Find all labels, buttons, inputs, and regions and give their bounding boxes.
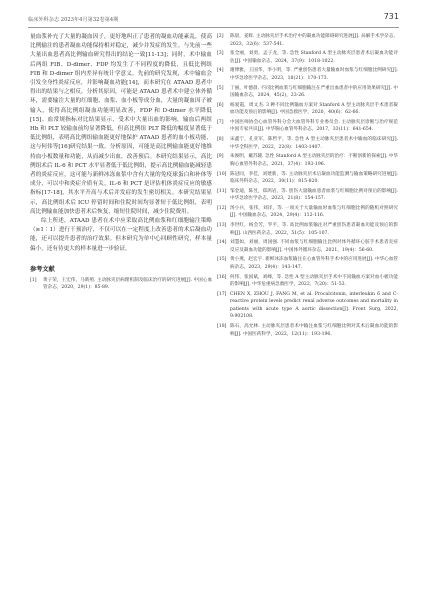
reference-item: [217, 85, 398, 100]
reference-text: 谢博雅，王国华，李小明，等. 严重创伤患者大量输血时血浆与红细胞比例研究[J]. 中华急诊医学杂志，2023，18(21)：170-173.: [230, 68, 398, 81]
reference-item: [217, 50, 398, 65]
reference-number: [17]: [217, 291, 227, 297]
reference-item: [217, 239, 398, 254]
reference-text: 杨爱霞，周文杰. 3 种不同比例输血方案对 Stanford A 型主动脉夹层手术患者凝血功能及预后的影响[J]. 中国急救医学，2020，40(6)：62-66.: [230, 102, 398, 116]
reference-number: [16]: [217, 274, 227, 280]
reference-item: [217, 67, 398, 82]
reference-text: 刘慧如，刘丽，周国强. 不同血浆与红细胞输注比例对体外循环心脏手术患者炎症反应及凝血功能的影响[J]. 中国体外循环杂志，2021，19(4)：56-60.: [230, 240, 398, 253]
reference-text: 黄小燕，赵宏宇. 新鲜冰冻血浆输注在心血管外科手术中的应用进展[J]. 中华心血管病杂志，2023，29(4)：143-147.: [230, 257, 398, 270]
reference-item: [30, 277, 212, 292]
reference-text: 李世红，杨会芳，罗平，等. 高比例血浆输注对严重创伤患者凝血功能及预后的影响[J]. 山西医药杂志，2022，51(5)：105-107.: [230, 223, 398, 236]
reference-text: CHEN X, ZHOU J, FANG M, et al. Procalcitonin, interleukin 6 and C-reactive protein levels predict renal adverse outcomes and mortality in patients with acute type A aortic dissection[J]. Front Surg, 2022, 9:902108.: [230, 291, 398, 320]
reference-text: 丁丽，叶德晨. 不同比例血浆与红细胞输注在严重出血患者中的应用效果研究[J]. 中国输血杂志，2024，45(2)，23-26.: [230, 85, 398, 99]
reference-item: [217, 119, 398, 134]
reference-number: [5]: [217, 85, 224, 91]
reference-list-left: [30, 277, 212, 292]
reference-item: [217, 291, 398, 321]
header-rule: [28, 27, 399, 28]
reference-text: 汤小兵，张伟，刘洋，等. 一项关于大量输血时血浆与红细胞比例的随机对照研究[J]. 中国输血杂志，2024，29(4)：112-116.: [230, 205, 398, 219]
reference-number: [8]: [217, 137, 224, 143]
reference-text: 陈晨，姜辉. 主动脉夹层手术治疗中的凝血功能障碍研究进展[J]. 局解手术学杂志，2023，32(6)：537-541.: [230, 34, 398, 47]
reference-number: [2]: [217, 34, 224, 39]
reference-number: [11]: [217, 188, 227, 194]
journal-citation: 临床外科杂志 2023年4月第32卷第4期: [28, 17, 119, 23]
reference-text: 邹金迪，陈昱，郑鸿岩，等. 创伤大量输血患者血浆与红细胞比例对预后的影响[J]. 中华急诊医学杂志，2023，21(8)：154-157.: [230, 188, 398, 202]
reference-item: [217, 274, 398, 289]
reference-number: [3]: [217, 51, 224, 57]
reference-number: [6]: [217, 102, 224, 108]
reference-item: [217, 188, 398, 203]
reference-number: [14]: [217, 240, 227, 246]
reference-list-right: [217, 33, 398, 338]
reference-number: [7]: [217, 119, 224, 125]
reference-item: [217, 205, 398, 220]
conclusion-paragraph: 综上所述，ATAAD 患者在术中应采取高比例血浆和红细胞输注策略（≥1∶1）进行干预治疗，不仅可以在一定程度上改善患者的术后凝血功能，还可以提升患者的治疗效果。但本研究为单中心回顾性研究，样本量偏小，还有待更大的样本量进一步验证。: [30, 218, 212, 252]
reference-text: 陈冠同，李佳，刘建新，等. 主动脉夹层术后凝血功能监测与输血策略研究进展[J]. 临床外科杂志，2022，30(11)：815-820.: [230, 171, 398, 184]
reference-number: [9]: [217, 154, 224, 160]
reference-item: [217, 136, 398, 151]
reference-item: [217, 256, 398, 271]
references-heading: 参考文献: [30, 265, 55, 273]
reference-item: [217, 323, 398, 338]
reference-text: 朱俊明，戴苏隆. 急性 Stanford A 型主动脉夹层的治疗：不断创新的探索[J]. 中华胸心血管外科杂志，2021，37(4)：193-196.: [230, 154, 398, 167]
reference-text: 宋鑫宁，孔亚军，陈哲平，等. 急性 A 型主动脉夹层患者术中输血的临床研究[J]. 中华全科医学，2022，22(8)：1403-1407.: [230, 137, 398, 150]
article-body: [30, 33, 212, 254]
reference-text: 中国医师协会心血管外科分会大血管外科专业委员会. 主动脉夹层诊断与治疗规范中国专家共识[J]. 中华胸心血管外科杂志，2017，33(11)：641-654.: [230, 119, 398, 133]
page-number: 731: [383, 12, 399, 21]
reference-item: [217, 102, 398, 117]
reference-item: [217, 33, 398, 48]
reference-text: 张全丽，刘勇，孟子龙，等. 急性 Stanford A 型主动脉夹层患者术后凝血功能评估[J]. 中国输血杂志，2024，37(9)：1018-1022.: [230, 51, 398, 64]
reference-text: 黄子荣，王宏伟，马新照. 主动脉夹层病理机制及临床治疗的研究进展[J]. 中国心血管杂志，2020，29(1)：85-89.: [43, 277, 212, 291]
reference-number: [1]: [30, 277, 37, 283]
reference-number: [10]: [217, 171, 227, 177]
reference-item: [217, 171, 398, 186]
reference-item: [217, 222, 398, 237]
reference-text: 何伟，张国斌，刘峰，等. 急性 A 型主动脉夹层手术中不同输血方案对血小板功能的影响[J]. 中华危重病急救医学，2022，7(20)：51-53.: [230, 274, 398, 288]
reference-number: [15]: [217, 257, 227, 263]
reference-number: [4]: [217, 68, 224, 74]
right-column: [217, 33, 398, 340]
reference-item: [217, 153, 398, 168]
reference-number: [18]: [217, 324, 227, 329]
body-paragraph: 量血浆补充了大量的凝血因子，更好地纠正了患者的凝血功能紊乱，使高比例输注的患者凝血功能保持相对稳定，减少并发症的发生。与先前一些大量出血患者高比例输血研究得出的结论一致[11-13]；同时，术中输血后两组 FIB、D-dimer、FDP 均发生了不同程度的降低，且低比例组 FIB 和 D-dimer 组内差异有统计学意义。先前的研究发现，术中输血会引发全身性炎症反应，并影响凝血功能[14]，而本研究在 ATAAD 患者中得出的结果与之相反，分析其原因，可能是 ATAAD 患者术中建立体外循环，需要输注大量的红细胞、血浆、血小板等成分血，大量的凝血因子被输入，使得高比例组凝血功能明显改善，FDP 和 D-dimer 水平降低[15]。血常规指标对比结果显示，受术中大量出血的影响，输血后两组 Hb 和 PLT 较输血前均显著降低，但高比例组 PLT 降低的幅度显著低于低比例组，表明高比例组输血能更好地保护 ATAAD 患者的血小板功能，这与何伟等[16]研究结果一致。分析原因，可能是高比例输血能更好地维持血小板数量和功能，从而减少出血，改善预后。本研究结果显示，高比例组术后 IL-6 和 PCT 水平显著低于低比例组，提示高比例输血能减轻患者的炎症反应，这可能与新鲜冰冻血浆中含有大量的免疫球蛋白和补体等成分，可以中和炎症介质有关。IL-6 和 PCT 是评估机体炎症反应的敏感指标[17-18]，其水平升高与术后并发症的发生密切相关。本研究结果显示，高比例组术后 ICU 停留时间和住院时间均显著短于低比例组，表明高比例输血能加快患者术后恢复，缩短住院时间，减少住院费用。: [30, 34, 212, 215]
left-column: [30, 33, 212, 293]
reference-number: [13]: [217, 223, 227, 229]
reference-text: 陈石，高允林. 主动脉夹层患者术中输注血浆与红细胞比例对其术后凝血功能的影响[J]. 中国医药科学，2022，12(11)：193-196.: [230, 324, 398, 337]
reference-number: [12]: [217, 205, 227, 211]
running-head: [28, 14, 399, 26]
